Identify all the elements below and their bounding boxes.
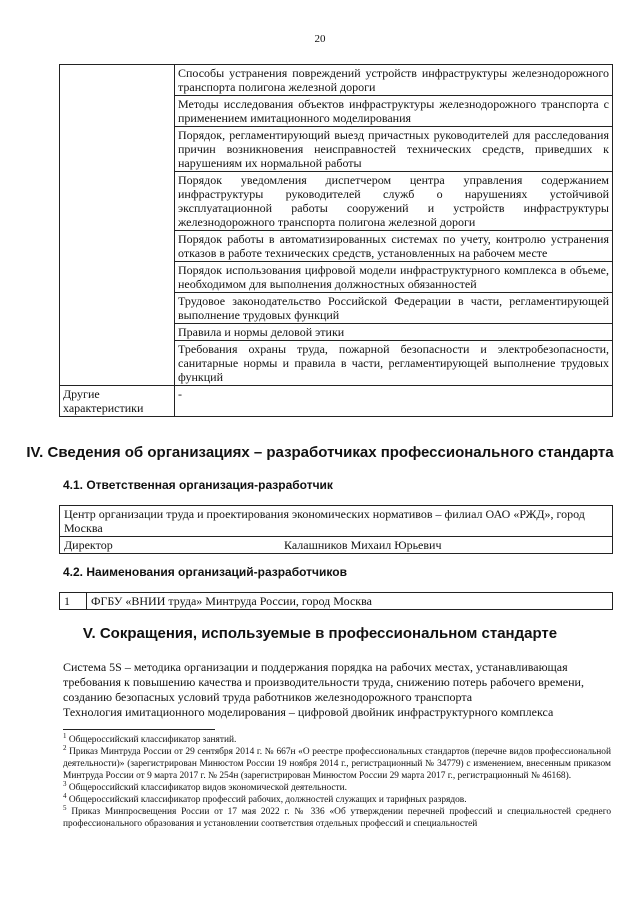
footnote [63,803,612,830]
footnote [63,731,611,746]
section-4-2-title: 4.2. Наименования организаций-разработчиков [63,565,347,579]
responsible-org-table [59,505,613,554]
responsible-org-name: Центр организации труда и проектирования экономических нормативов – филиал ОАО «РЖД», город Москва [60,506,613,537]
footnote-text: Общероссийский классификатор профессий рабочих, должностей служащих и тарифных разрядов. [68,795,467,805]
table-cell-text: Способы устранения повреждений устройств инфраструктуры железнодорожного транспорта полигона железной дороги [175,65,613,96]
other-characteristics-label: Другие характеристики [60,386,175,417]
footnote [63,791,611,806]
section-4-1-title: 4.1. Ответственная организация-разработчик [63,478,333,492]
footnote-text: Общероссийский классификатор видов экономической деятельности. [68,783,348,793]
director-name: Калашников Михаил Юрьевич [284,538,442,552]
table-cell-text: Порядок использования цифровой модели инфраструктурного комплекса в объеме, необходимом для выполнения должностных обязанностей [175,262,613,293]
other-characteristics-value: - [175,386,613,417]
table-cell-text: Порядок, регламентирующий выезд причастных руководителей для расследования причин возникновения неисправностей технических средств, приведших к нарушениям их нормальной работы [175,127,613,172]
footnote-mark: 1 [63,731,67,740]
footnote-mark: 3 [63,779,67,788]
footnote [63,779,611,794]
director-row [60,537,613,554]
footnote-text: Приказ Минпросвещения России от 17 мая 2022 г. № 336 «Об утверждении перечней профессий и специальностей среднего профессионального образования и установлении соответствия отдельных профессий и специальностей [63,807,612,829]
director-role: Директор [64,538,113,552]
page-number: 20 [314,33,326,45]
table-cell-text: Трудовое законодательство Российской Федерации в части, регламентирующей выполнение трудовых функций [175,293,613,324]
footnotes [63,731,612,830]
table-row [60,593,613,610]
developers-table [59,592,613,610]
table-row [60,65,613,96]
abbreviations [63,660,611,720]
table-cell-label [60,65,175,386]
table-cell-text: Порядок работы в автоматизированных системах по учету, контролю устранения отказов в работе технических средств, установленных на рабочем месте [175,231,613,262]
section-5-title: V. Сокращения, используемые в профессиональном стандарте [82,625,558,642]
footnote [63,743,611,782]
table-cell-text: Требования охраны труда, пожарной безопасности и электробезопасности, санитарные нормы и правила в части, регламентирующей выполнение трудовых функций [175,341,613,386]
table-cell-text: Методы исследования объектов инфраструктуры железнодорожного транспорта с применением имитационного моделирования [175,96,613,127]
footnote-mark: 5 [63,803,67,812]
section-4-title: IV. Сведения об организациях – разработчиках профессионального стандарта [26,444,614,461]
footnote-divider [63,729,215,730]
table-cell-text: Порядок уведомления диспетчером центра управления содержанием инфраструктуры руководителей служб о нарушениях устойчивой эксплуатационной работы сооружений и устройств инфраструктуры железнодорожного транспорта полигона железной дороги [175,172,613,231]
developer-number: 1 [60,593,87,610]
footnote-text: Приказ Минтруда России от 29 сентября 2014 г. № 667н «О реестре профессиональных стандартов (перечне видов профессиональной деятельности)» (зарегистрирован Минюстом России 19 ноября 2014 г., регистрационный № 34779) с изменением, внесенным приказом Минтруда России от 9 марта 2017 г. № 254н (зарегистрирован Минюстом России 29 марта 2017 г., регистрационный № 46168). [63,747,611,781]
abbreviation-item: Система 5S – методика организации и поддержания порядка на рабочих местах, устанавливающая требования к повышению качества и производительности труда, снижению потерь рабочего времени, созданию безопасных условий труда работников железнодорожного транспорта [63,660,584,704]
table-row-other [60,386,613,417]
footnote-text: Общероссийский классификатор занятий. [68,735,237,745]
footnote-mark: 4 [63,791,67,800]
knowledge-table [59,64,613,417]
abbreviation-item: Технология имитационного моделирования – цифровой двойник инфраструктурного комплекса [63,705,554,719]
footnote-mark: 2 [63,743,67,752]
developer-name: ФГБУ «ВНИИ труда» Минтруда России, город Москва [87,593,613,610]
table-cell-text: Правила и нормы деловой этики [175,324,613,341]
